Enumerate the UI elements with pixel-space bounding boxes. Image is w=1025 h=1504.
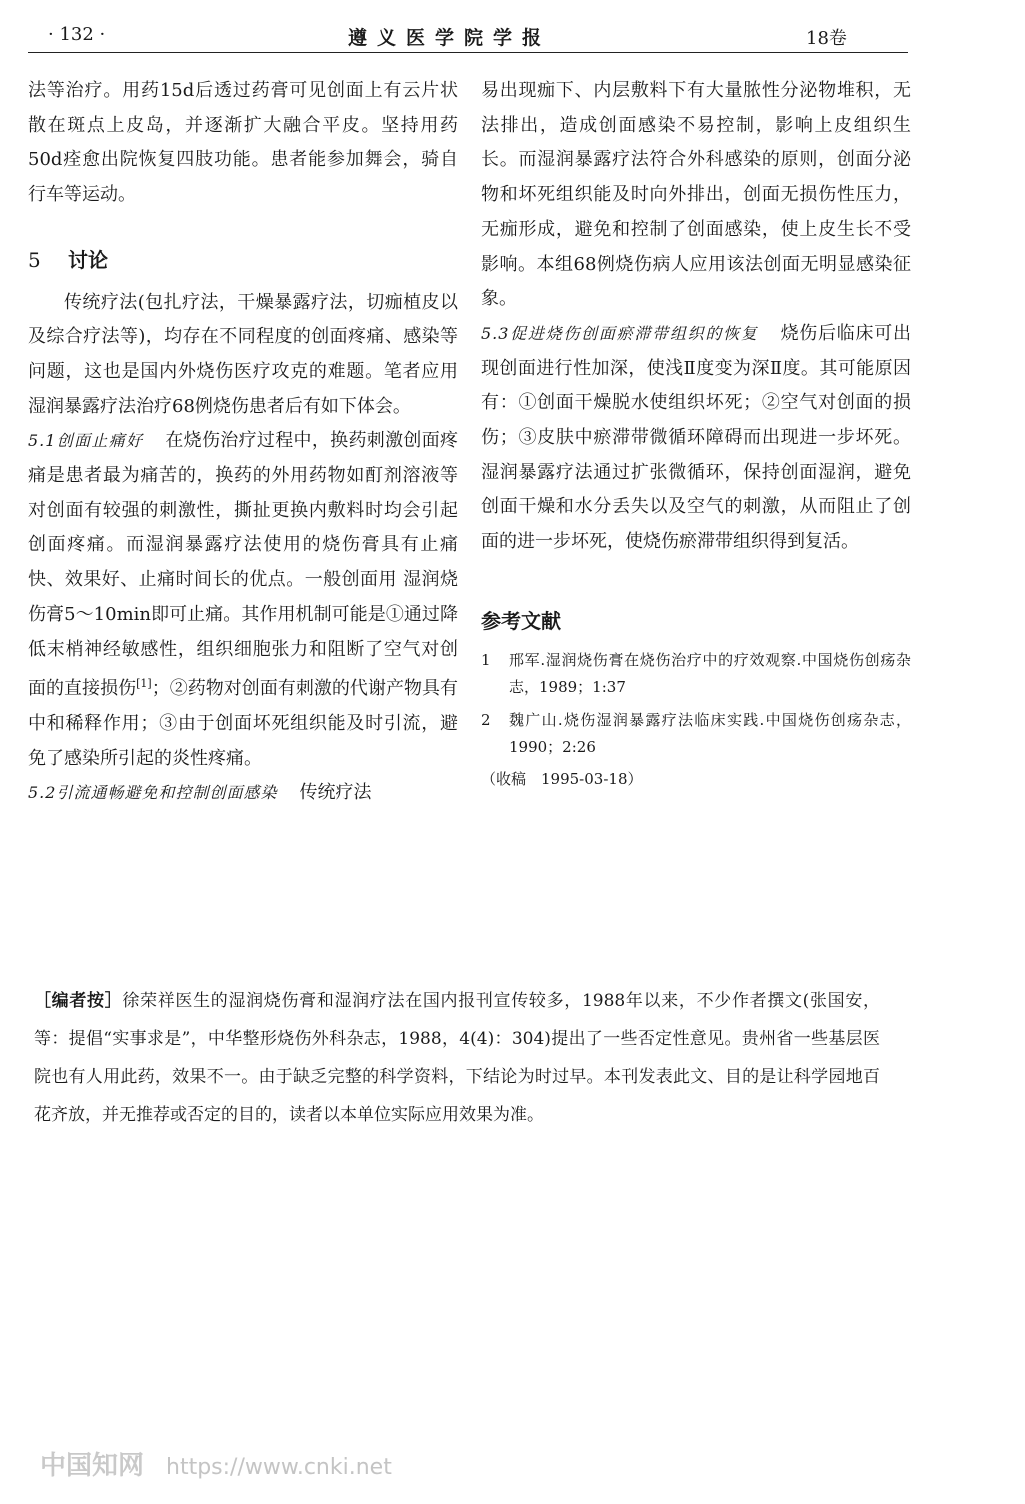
citation-marker: [1] <box>136 677 152 691</box>
subsection-text-continued: ；②药物对创面有刺激的代谢产物具有中和稀释作用；③由于创面坏死组织能及时引流，避免了感染所引起的炎性疼痛。 <box>28 678 459 769</box>
discussion-intro-paragraph: 传统疗法(包扎疗法，干燥暴露疗法，切痂植皮以及综合疗法等)，均存在不同程度的创面疼痛、感染等问题，这也是国内外烧伤医疗攻克的难题。笔者应用湿润暴露疗法治疗68例烧伤患者后有如下体会。 <box>28 291 458 417</box>
right-column <box>481 74 911 791</box>
editor-note <box>34 982 880 1134</box>
volume-label: 18卷 <box>806 28 847 49</box>
watermark-footer <box>40 1445 392 1482</box>
running-header <box>28 18 908 53</box>
section-number: 5 <box>28 247 41 272</box>
reference-item <box>481 647 911 701</box>
subsection-5-1 <box>28 424 458 776</box>
reference-text: 魏广山.烧伤湿润暴露疗法临床实践.中国烧伤创疡杂志，1990；2:26 <box>509 710 911 756</box>
reference-item <box>481 707 911 761</box>
left-column <box>28 74 458 811</box>
page-number: · 132 · <box>48 24 106 45</box>
cnki-url: https://www.cnki.net <box>166 1455 392 1480</box>
editor-note-text: 徐荣祥医生的湿润烧伤膏和湿润疗法在国内报刊宣传较多，1988年以来，不少作者撰文(张国安，等：提倡“实事求是”，中华整形烧伤外科杂志，1988，4(4)：304)提出了一些否定性意见。贵州省一些基层医院也有人用此药，效果不一。由于缺乏完整的科学资料，下结论为时过早。本刊发表此文、目的是让科学园地百花齐放，并无推荐或否定的目的，读者以本单位实际应用效果为准。 <box>34 991 880 1125</box>
subsection-text: 在烧伤治疗过程中，换药刺激创面疼痛是患者最为痛苦的，换药的外用药物如酊剂溶液等对创面有较强的刺激性，撕扯更换内敷料时均会引起创面疼痛。而湿润暴露疗法使用的烧伤膏具有止痛快、效果好、止痛时间长的优点。一般创面用 湿润烧伤膏5～10min即可止痛。其作用机制可能是①通过降低末梢神经敏感性，组织细胞张力和阻断了空气对创面的直接损伤 <box>28 430 459 700</box>
case-continuation-paragraph: 法等治疗。用药15d后透过药膏可见创面上有云片状散在斑点上皮岛，并逐渐扩大融合平皮。坚持用药50d痊愈出院恢复四肢功能。患者能参加舞会，骑自行车等运动。 <box>28 80 458 206</box>
subsection-label: 5.3促进烧伤创面瘀滞带组织的恢复 <box>481 323 759 343</box>
section-title: 讨论 <box>68 247 108 272</box>
references-heading: 参考文献 <box>481 608 561 633</box>
subsection-label: 5.1创面止痛好 <box>28 431 144 451</box>
subsection-text: 传统疗法 <box>299 782 372 804</box>
subsection-5-2-continued: 易出现痂下、内层敷料下有大量脓性分泌物堆积，无法排出，造成创面感染不易控制，影响上皮组织生长。而湿润暴露疗法符合外科感染的原则，创面分泌物和坏死组织能及时向外排出，创面无损伤性压力，无痂形成，避免和控制了创面感染，使上皮生长不受影响。本组68例烧伤病人应用该法创面无明显感染征象。 <box>481 80 911 310</box>
reference-number: 1 <box>481 650 491 669</box>
cnki-logo: 中国知网 <box>40 1451 145 1481</box>
reference-number: 2 <box>481 710 491 729</box>
editor-note-label: ［编者按］ <box>34 991 123 1011</box>
subsection-5-2 <box>28 776 458 811</box>
subsection-text: 烧伤后临床可出现创面进行性加深，使浅Ⅱ度变为深Ⅱ度。其可能原因有：①创面干燥脱水使组织坏死；②空气对创面的损伤；③皮肤中瘀滞带微循环障碍而出现进一步坏死。湿润暴露疗法通过扩张微循环，保持创面湿润，避免创面干燥和水分丢失以及空气的刺激，从而阻止了创面的进一步坏死，使烧伤瘀滞带组织得到复活。 <box>481 322 912 553</box>
subsection-5-3 <box>481 317 911 560</box>
received-date: （收稿 1995-03-18） <box>481 769 643 788</box>
subsection-label: 5.2引流通畅避免和控制创面感染 <box>28 783 278 803</box>
journal-title: 遵义医学院学报 <box>348 27 552 49</box>
reference-text: 邢军.湿润烧伤膏在烧伤治疗中的疗效观察.中国烧伤创疡杂志，1989；1:37 <box>509 650 911 696</box>
section-heading <box>28 243 458 278</box>
